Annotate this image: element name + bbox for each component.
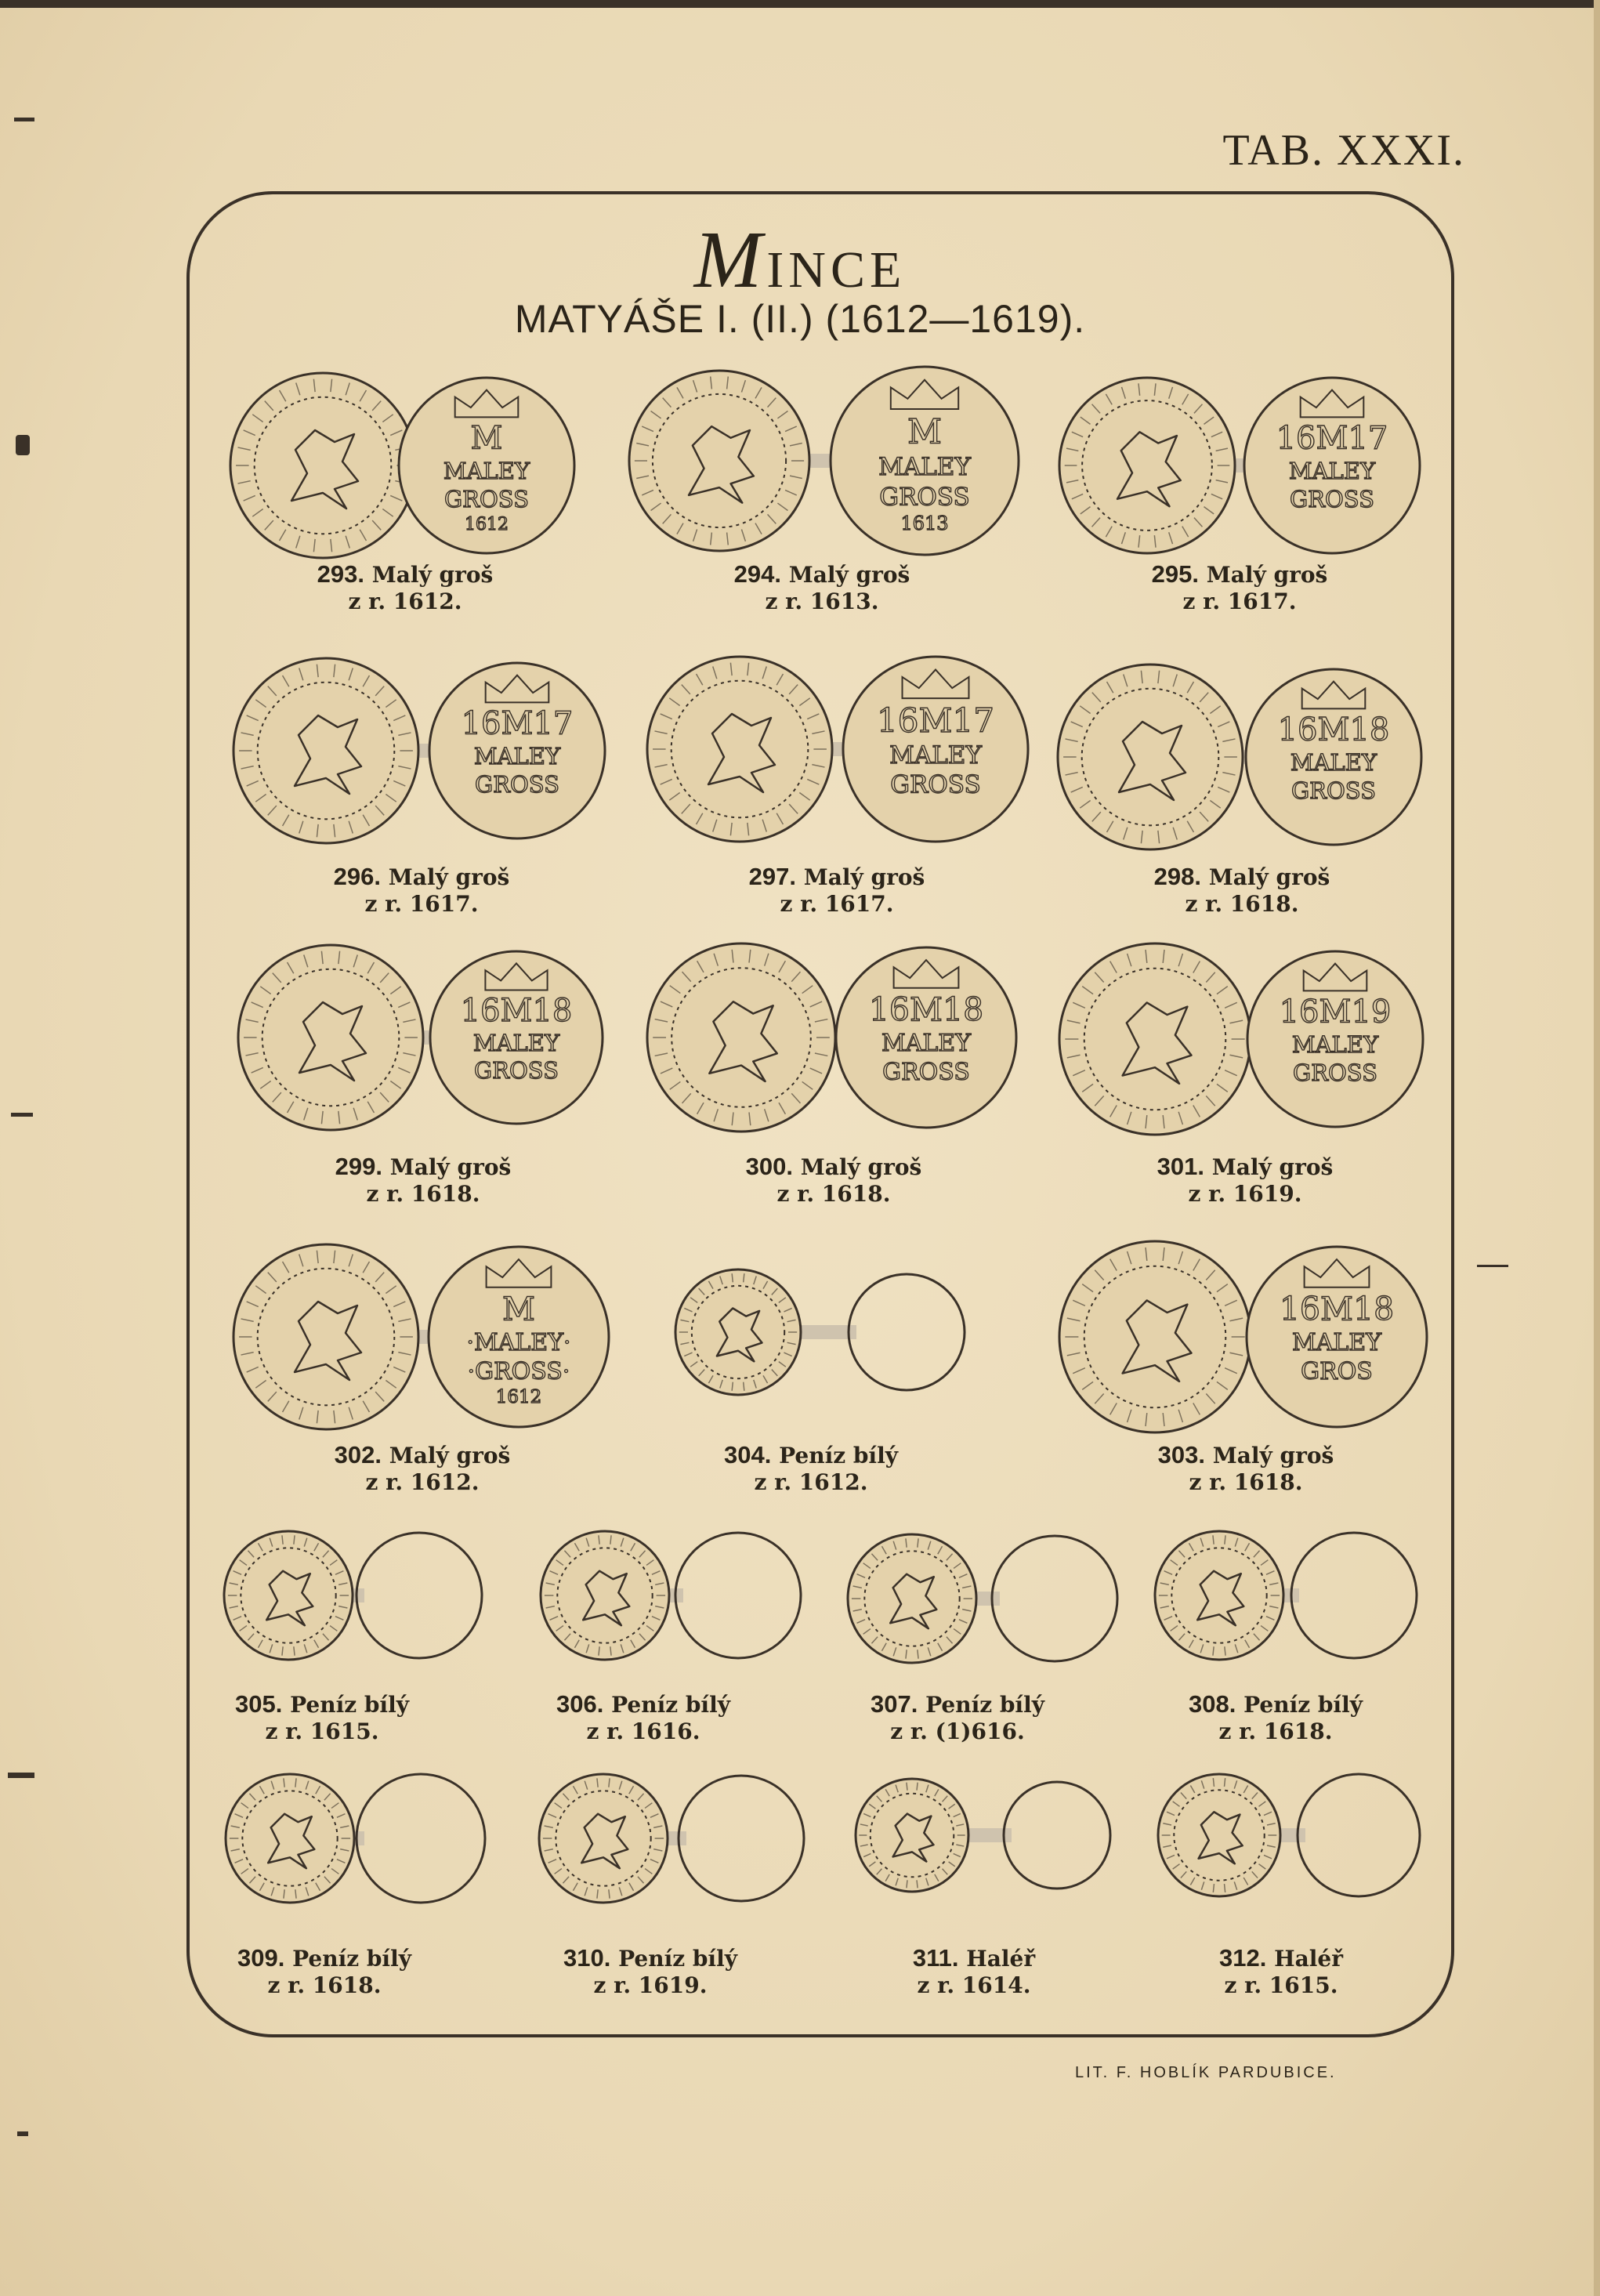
- coin-drawing: [851, 1774, 1115, 1896]
- coin-number: 300.: [745, 1153, 794, 1180]
- coin-name: Malý groš: [796, 864, 925, 890]
- coin-reverse: [1246, 669, 1421, 845]
- coin-drawing: [643, 939, 1021, 1136]
- coin-name: Peníz bílý: [771, 1443, 898, 1468]
- coin-number: 302.: [334, 1441, 382, 1468]
- coin-reverse: [992, 1536, 1117, 1661]
- coin-caption: [233, 561, 577, 615]
- reverse-legend: GROSS: [1293, 1059, 1377, 1086]
- coin-obverse: [539, 1774, 668, 1903]
- coin-obverse: [1059, 943, 1251, 1135]
- coin-obverse: [238, 945, 423, 1130]
- coin-name: Malý groš: [781, 562, 910, 588]
- coin-reverse: [675, 1533, 801, 1658]
- coin-name: Haléř: [1266, 1946, 1343, 1972]
- coin-pair-295: [1055, 373, 1424, 558]
- reverse-legend: 16M19: [1279, 994, 1392, 1030]
- coin-reverse: [679, 1776, 804, 1901]
- coin-reverse: [1247, 951, 1423, 1127]
- coin-caption: [1103, 1691, 1448, 1745]
- coin-year: z r. 1612.: [754, 1469, 868, 1495]
- coin-drawing: [643, 652, 1033, 846]
- coin-caption: [250, 1442, 595, 1496]
- reverse-legend: GROSS: [879, 483, 970, 512]
- coin-reverse: [1244, 378, 1420, 553]
- plate-subtitle: MATYÁŠE I. (II.) (1612—1619).: [514, 297, 1086, 341]
- coin-number: 293.: [317, 560, 365, 588]
- margin-mark: [8, 1773, 34, 1778]
- reverse-legend: 16M18: [1277, 712, 1390, 748]
- coin-name: Peníz bílý: [603, 1692, 730, 1718]
- coin-obverse: [1059, 1241, 1251, 1432]
- reverse-legend: 16M17: [877, 701, 994, 740]
- reverse-legend: ·GROSS·: [467, 1358, 570, 1385]
- reverse-legend: MALEY: [1291, 1329, 1382, 1357]
- margin-mark: [1477, 1265, 1508, 1267]
- coin-pair-303: [1055, 1237, 1432, 1437]
- coin-caption: [1073, 1153, 1417, 1208]
- coin-drawing: [219, 1526, 487, 1664]
- coin-year: z r. 1618.: [366, 1181, 480, 1207]
- reverse-legend: 1612: [465, 515, 509, 535]
- reverse-legend: GROSS: [1291, 777, 1376, 804]
- coin-name: Malý groš: [382, 1443, 511, 1468]
- coin-drawing: [1150, 1526, 1421, 1664]
- scan-right-edge: [1594, 0, 1600, 2296]
- coin-drawing: [233, 940, 607, 1135]
- coin-caption: [1067, 561, 1412, 615]
- coin-year: z r. 1612.: [365, 1469, 480, 1495]
- coin-obverse: [629, 371, 809, 551]
- reverse-legend: 16M18: [868, 990, 984, 1029]
- coin-caption: [785, 1691, 1130, 1745]
- title-initial: M: [693, 215, 767, 305]
- coin-drawing: [1055, 373, 1424, 558]
- coin-pair-308: [1150, 1526, 1421, 1664]
- coin-reverse: [429, 1247, 609, 1427]
- coin-caption: [664, 864, 1009, 918]
- coin-obverse: [233, 658, 418, 843]
- coin-name: Peníz bílý: [282, 1692, 409, 1718]
- coin-number: 312.: [1219, 1944, 1267, 1972]
- margin-mark: [11, 1113, 33, 1117]
- coin-pair-298: [1053, 660, 1426, 854]
- coin-number: 297.: [748, 863, 797, 890]
- coin-name: Malý groš: [364, 562, 494, 588]
- reverse-legend: GROSS: [474, 1057, 559, 1084]
- coin-number: 307.: [871, 1690, 918, 1718]
- coin-caption: [1070, 864, 1414, 918]
- coin-pair-307: [843, 1530, 1122, 1668]
- coin-caption: [152, 1945, 497, 1999]
- coin-name: Malý groš: [1199, 562, 1328, 588]
- coin-reverse: [836, 947, 1016, 1128]
- coin-obverse: [856, 1779, 968, 1892]
- coin-caption: [650, 561, 994, 615]
- margin-mark: [14, 118, 34, 121]
- coin-reverse: [429, 663, 605, 838]
- plate-number: TAB. XXXI.: [1222, 126, 1465, 175]
- reverse-legend: 16M17: [1276, 420, 1388, 457]
- coin-year: z r. 1612.: [348, 588, 462, 614]
- coin-reverse: [1004, 1782, 1110, 1889]
- coin-caption: [661, 1153, 1006, 1208]
- coin-number: 298.: [1153, 863, 1202, 890]
- coin-reverse: [1298, 1774, 1420, 1896]
- coin-obverse: [1155, 1531, 1283, 1660]
- coin-year: z r. 1619.: [593, 1972, 708, 1998]
- coin-reverse: [1247, 1247, 1427, 1427]
- coin-reverse: [843, 657, 1028, 842]
- coin-year: z r. 1619.: [1188, 1181, 1302, 1207]
- reverse-legend: MALEY: [472, 1029, 560, 1056]
- coin-number: 304.: [724, 1441, 772, 1468]
- coin-obverse: [1058, 665, 1243, 849]
- scan-top-edge: [0, 0, 1600, 8]
- reverse-legend: GROSS: [1290, 485, 1374, 512]
- reverse-legend: MALEY: [881, 1030, 972, 1058]
- coin-caption: [639, 1442, 983, 1496]
- margin-mark: [16, 435, 30, 455]
- coin-year: z r. 1618.: [1185, 891, 1299, 917]
- coin-connector: [793, 1325, 856, 1339]
- coin-pair-294: [624, 362, 1023, 560]
- coin-obverse: [647, 943, 835, 1132]
- coin-obverse: [647, 657, 832, 842]
- coin-name: Malý groš: [381, 864, 510, 890]
- coin-year: z r. 1613.: [765, 588, 879, 614]
- coin-caption: [249, 864, 594, 918]
- reverse-legend: 16M18: [1279, 1290, 1395, 1328]
- coin-number: 309.: [237, 1944, 285, 1972]
- reverse-legend: M: [907, 412, 943, 452]
- reverse-legend: MALEY: [889, 741, 982, 770]
- coin-name: Malý groš: [793, 1154, 922, 1180]
- reverse-legend: 16M17: [461, 705, 574, 742]
- coin-name: Malý groš: [1205, 1443, 1334, 1468]
- coin-pair-299: [233, 940, 607, 1135]
- coin-number: 311.: [912, 1944, 959, 1972]
- coin-number: 310.: [563, 1944, 611, 1972]
- coin-name: Peníz bílý: [284, 1946, 411, 1972]
- coin-number: 305.: [235, 1690, 283, 1718]
- reverse-legend: GROSS: [890, 770, 981, 799]
- coin-year: z r. 1616.: [586, 1718, 700, 1744]
- reverse-legend: GROSS: [882, 1059, 970, 1086]
- coin-pair-306: [536, 1526, 805, 1664]
- coin-caption: [802, 1945, 1146, 1999]
- reverse-legend: MALEY: [443, 457, 530, 484]
- coin-drawing: [534, 1769, 809, 1907]
- coin-obverse: [675, 1269, 801, 1395]
- coin-pair-310: [534, 1769, 809, 1907]
- coin-drawing: [221, 1769, 490, 1907]
- coin-pair-309: [221, 1769, 490, 1907]
- coin-name: Malý groš: [382, 1154, 512, 1180]
- reverse-legend: GROS: [1301, 1358, 1373, 1385]
- coin-name: Peníz bílý: [610, 1946, 737, 1972]
- coin-year: z r. 1618.: [267, 1972, 382, 1998]
- coin-obverse: [233, 1244, 418, 1429]
- coin-drawing: [536, 1526, 805, 1664]
- reverse-legend: 1612: [495, 1387, 542, 1408]
- coin-drawing: [229, 1240, 614, 1434]
- coin-pair-300: [643, 939, 1021, 1136]
- coin-pair-312: [1153, 1769, 1424, 1901]
- coin-drawing: [624, 362, 1023, 560]
- coin-caption: [251, 1153, 595, 1208]
- reverse-legend: ·MALEY·: [466, 1329, 571, 1357]
- coin-reverse: [849, 1274, 965, 1390]
- coin-drawing: [229, 654, 610, 848]
- coin-reverse: [1291, 1533, 1417, 1658]
- coin-number: 296.: [333, 863, 382, 890]
- coin-drawing: [671, 1265, 969, 1400]
- coin-obverse: [848, 1534, 976, 1663]
- coin-drawing: [1055, 1237, 1432, 1437]
- coin-year: z r. (1)616.: [890, 1718, 1025, 1744]
- coin-pair-305: [219, 1526, 487, 1664]
- coin-year: z r. 1615.: [1224, 1972, 1338, 1998]
- coin-obverse: [226, 1774, 354, 1903]
- coin-pair-293: [226, 368, 579, 563]
- printer-imprint: LIT. F. HOBLÍK PARDUBICE.: [1075, 2064, 1337, 2081]
- coin-year: z r. 1614.: [917, 1972, 1031, 1998]
- coin-year: z r. 1618.: [1189, 1469, 1303, 1495]
- coin-caption: [478, 1945, 823, 1999]
- coin-drawing: [843, 1530, 1122, 1668]
- coin-year: z r. 1617.: [1182, 588, 1297, 614]
- coin-name: Peníz bílý: [1236, 1692, 1363, 1718]
- reverse-legend: MALEY: [1290, 748, 1377, 776]
- coin-reverse: [357, 1533, 482, 1658]
- coin-name: Malý groš: [1204, 1154, 1334, 1180]
- coin-year: z r. 1615.: [265, 1718, 379, 1744]
- coin-number: 295.: [1151, 560, 1200, 588]
- coin-number: 308.: [1189, 1690, 1236, 1718]
- coin-reverse: [399, 378, 574, 553]
- coin-pair-301: [1055, 939, 1428, 1139]
- coin-caption: [471, 1691, 816, 1745]
- coin-obverse: [1158, 1774, 1280, 1896]
- coin-year: z r. 1617.: [364, 891, 479, 917]
- coin-drawing: [1055, 939, 1428, 1139]
- coin-number: 303.: [1157, 1441, 1206, 1468]
- reverse-legend: MALEY: [878, 453, 971, 482]
- reverse-legend: 16M18: [460, 993, 573, 1030]
- coin-obverse: [230, 373, 415, 558]
- title-rest: INCE: [766, 241, 907, 299]
- coin-pair-311: [851, 1774, 1115, 1896]
- reverse-legend: M: [502, 1290, 535, 1328]
- coin-reverse: [357, 1774, 485, 1903]
- coin-obverse: [541, 1531, 669, 1660]
- coin-name: Malý groš: [1201, 864, 1330, 890]
- margin-mark: [17, 2131, 28, 2136]
- coin-pair-297: [643, 652, 1033, 846]
- coin-reverse: [430, 951, 603, 1124]
- coin-name: Peníz bílý: [918, 1692, 1044, 1718]
- reverse-legend: M: [470, 420, 503, 457]
- reverse-legend: MALEY: [1288, 457, 1376, 484]
- coin-pair-296: [229, 654, 610, 848]
- reverse-legend: 1613: [900, 512, 949, 535]
- reverse-legend: GROSS: [475, 770, 559, 798]
- coin-obverse: [1059, 378, 1235, 553]
- coin-year: z r. 1618.: [1218, 1718, 1333, 1744]
- reverse-legend: MALEY: [473, 742, 561, 770]
- reverse-legend: GROSS: [444, 485, 529, 512]
- coin-caption: [1109, 1945, 1453, 1999]
- coin-drawing: [1053, 660, 1426, 854]
- coin-number: 294.: [733, 560, 782, 588]
- coin-year: z r. 1617.: [780, 891, 894, 917]
- coin-drawing: [1153, 1769, 1424, 1901]
- plate-title: [0, 213, 1600, 306]
- coin-number: 299.: [335, 1153, 383, 1180]
- coin-pair-304: [671, 1265, 969, 1400]
- coin-name: Haléř: [958, 1946, 1036, 1972]
- coin-caption: [1073, 1442, 1418, 1496]
- coin-number: 301.: [1157, 1153, 1205, 1180]
- coin-drawing: [226, 368, 579, 563]
- coin-caption: [150, 1691, 494, 1745]
- coin-pair-302: [229, 1240, 614, 1434]
- coin-reverse: [831, 367, 1019, 555]
- coin-year: z r. 1618.: [776, 1181, 891, 1207]
- coin-obverse: [224, 1531, 353, 1660]
- reverse-legend: MALEY: [1291, 1030, 1379, 1058]
- coin-number: 306.: [556, 1690, 604, 1718]
